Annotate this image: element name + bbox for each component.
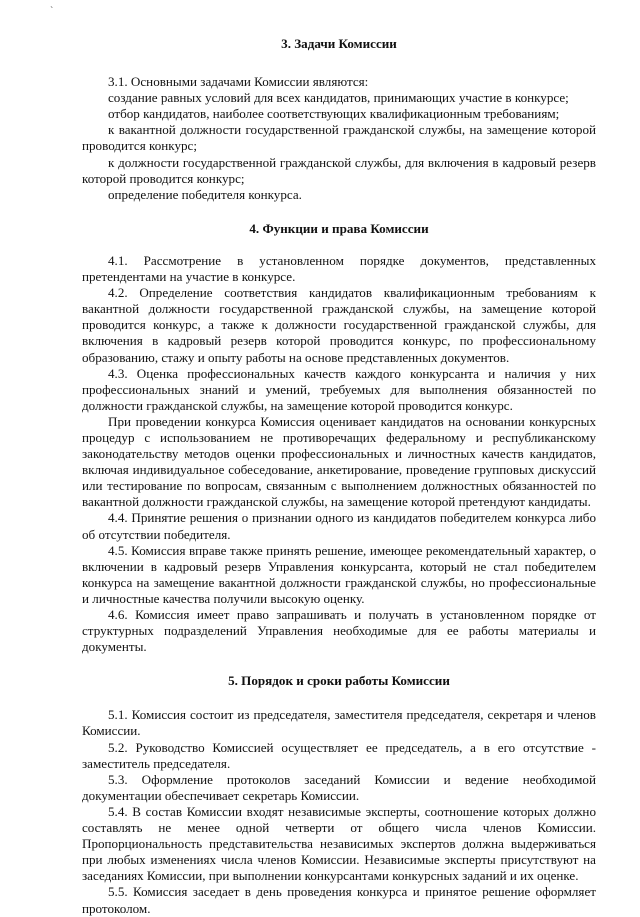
section-5-paragraph: 5.3. Оформление протоколов заседаний Комиссии и ведение необходимой документации обеспечивает секретарь Комиссии. — [82, 771, 596, 803]
section-4-paragraph: 4.4. Принятие решения о признании одного из кандидатов победителем конкурса либо об отсутствии победителя. — [82, 510, 596, 542]
section-4-paragraph: 4.2. Определение соответствия кандидатов квалификационным требованиям к вакантной должности государственной гражданской службы, на замещение которой проводится конкурс, а также к должности государственной гражданской службы, для включения в кадровый резерв которой проводится конкурс, по профессиональному образованию, стажу и опыту работы на основе представленных документов. — [82, 285, 596, 365]
section-4-paragraph: 4.1. Рассмотрение в установленном порядке документов, представленных претендентами на участие в конкурсе. — [82, 252, 596, 285]
section-3-paragraph: к вакантной должности государственной гражданской службы, на замещение которой проводится конкурс; — [82, 122, 596, 154]
section-3-heading: 3. Задачи Комиссии — [281, 36, 397, 51]
section-4-heading: 4. Функции и права Комиссии — [249, 220, 429, 236]
section-4-paragraph: 4.6. Комиссия имеет право запрашивать и получать в установленном порядке от структурных подразделений Управления необходимые для ее работы материалы и документы. — [82, 607, 596, 655]
section-5-paragraph: 5.4. В состав Комиссии входят независимые эксперты, соотношение которых должно составлять не менее одной четверти от общего числа членов Комиссии. Пропорциональность представительства независимых экспертов должна выдерживаться при любых изменениях числа членов Комиссии. Независимые эксперты присутствуют на заседаниях Комиссии, при выполнении конкурсантами конкурсных заданий и их оценке. — [82, 803, 596, 884]
section-5-paragraph: 5.1. Комиссия состоит из председателя, заместителя председателя, секретаря и членов Комиссии. — [82, 707, 596, 739]
section-3-paragraph: отбор кандидатов, наиболее соответствующих квалификационным требованиям; — [108, 106, 560, 122]
section-4-paragraph: 4.3. Оценка профессиональных качеств каждого конкурсанта и наличия у них профессиональных знаний и умений, требуемых для выполнения обязанностей по должности гражданской службы, на замещение которой проводится конкурс. — [82, 365, 596, 413]
section-3-paragraph: создание равных условий для всех кандидатов, принимающих участие в конкурсе; — [108, 90, 569, 106]
section-5-paragraph: 5.2. Руководство Комиссией осуществляет ее председатель, а в его отсутствие - заместитель председателя. — [82, 739, 596, 771]
section-5-heading: 5. Порядок и сроки работы Комиссии — [228, 673, 450, 689]
section-5-paragraph: 5.5. Комиссия заседает в день проведения конкурса и принятое решение оформляет протоколом. — [82, 884, 596, 916]
section-3-paragraph: к должности государственной гражданской службы, для включения в кадровый резерв которой проводится конкурс; — [82, 154, 596, 186]
document-body — [82, 36, 596, 917]
section-4-paragraph: При проведении конкурса Комиссия оценивает кандидатов на основании конкурсных процедур с использованием не противоречащих федеральному и республиканскому законодательству методов оценки профессиональных и личностных качеств кандидатов, включая индивидуальное собеседование, анкетирование, проведение групповых дискуссий или тестирование по вопросам, связанным с выполнением должностных обязанностей по вакантной должности гражданской службы, на замещение которой претендуют кандидаты. — [82, 413, 596, 510]
scan-mark: ` — [50, 6, 54, 17]
section-3-paragraph: определение победителя конкурса. — [108, 186, 302, 202]
section-4-paragraph: 4.5. Комиссия вправе также принять решение, имеющее рекомендательный характер, о включении в кадровый резерв Управления конкурсанта, который не стал победителем конкурса на замещение вакантной должности гражданской службы, но профессиональные и личностные качества получили высокую оценку. — [82, 542, 596, 606]
section-3-paragraph: 3.1. Основными задачами Комиссии являются: — [108, 74, 369, 90]
